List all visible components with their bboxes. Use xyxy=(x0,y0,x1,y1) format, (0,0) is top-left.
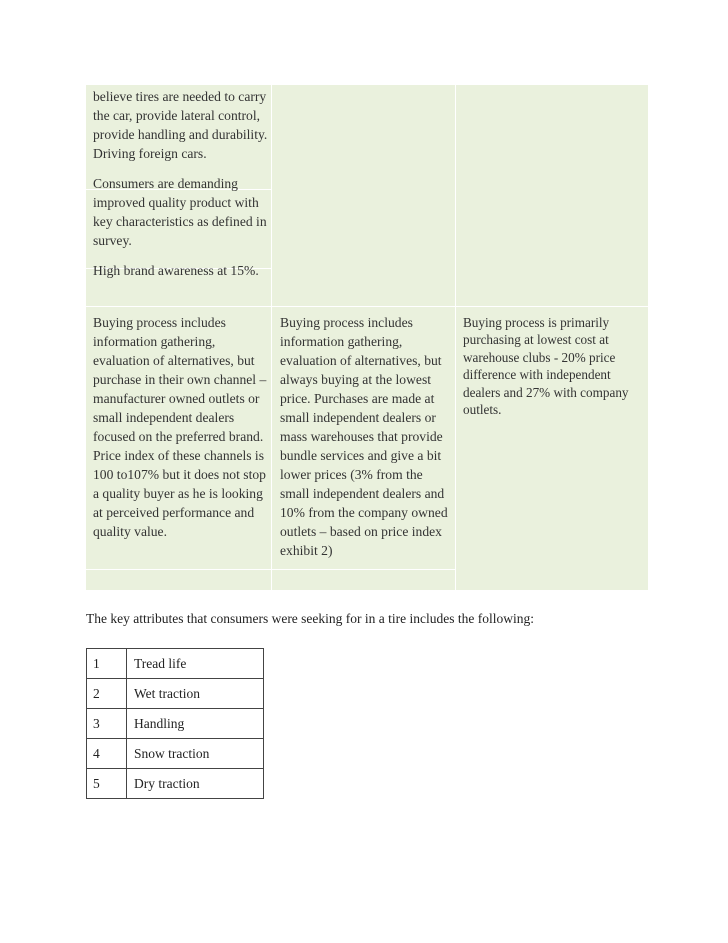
column-divider xyxy=(455,85,456,590)
attribute-rank: 4 xyxy=(87,739,127,769)
table-cell-r2c3 xyxy=(463,314,648,418)
cell-paragraph: believe tires are needed to carry the car, provide lateral control, provide handling and durability. Driving foreign cars. xyxy=(93,89,268,161)
attribute-label: Snow traction xyxy=(127,739,264,769)
table-cell-r1c1 xyxy=(93,87,271,280)
attribute-rank: 3 xyxy=(87,709,127,739)
table-row xyxy=(87,769,264,799)
table-row xyxy=(87,709,264,739)
table-row xyxy=(87,739,264,769)
attribute-label: Tread life xyxy=(127,649,264,679)
attribute-rank: 1 xyxy=(87,649,127,679)
row-divider xyxy=(86,306,648,307)
cell-bottom-divider xyxy=(272,569,455,570)
table-cell-r2c1 xyxy=(93,313,271,541)
table-cell-r2c2 xyxy=(280,313,452,560)
key-attributes-table xyxy=(86,648,264,799)
segment-comparison-table xyxy=(86,85,648,590)
cell-paragraph: High brand awareness at 15%. xyxy=(93,263,259,278)
table-row xyxy=(87,679,264,709)
cell-paragraph: Buying process includes information gathering, evaluation of alternatives, but always buying at the lowest price. Purchases are made at small independent dealers or mass warehouses that provide bundle services and give a bit lower prices (3% from the small independent dealers and 10% from the company owned outlets – based on price index exhibit 2) xyxy=(280,315,448,558)
column-divider xyxy=(271,85,272,590)
cell-paragraph: Buying process is primarily purchasing at lowest cost at warehouse clubs - 20% price difference with independent dealers and 27% with company outlets. xyxy=(463,315,629,418)
attributes-intro-text: The key attributes that consumers were seeking for in a tire includes the following: xyxy=(86,611,534,626)
attribute-rank: 2 xyxy=(87,679,127,709)
attribute-rank: 5 xyxy=(87,769,127,799)
attribute-label: Dry traction xyxy=(127,769,264,799)
cell-paragraph: Buying process includes information gathering, evaluation of alternatives, but purchase in their own channel – manufacturer owned outlets or small independent dealers focused on the preferred brand. Price index of these channels is 100 to107% but it does not stop a quality buyer as he is looking at perceived performance and quality value. xyxy=(93,315,267,539)
attribute-label: Handling xyxy=(127,709,264,739)
attribute-label: Wet traction xyxy=(127,679,264,709)
table-row xyxy=(87,649,264,679)
cell-paragraph: Consumers are demanding improved quality product with key characteristics as defined in survey. xyxy=(93,176,267,248)
cell-bottom-divider xyxy=(86,569,271,570)
